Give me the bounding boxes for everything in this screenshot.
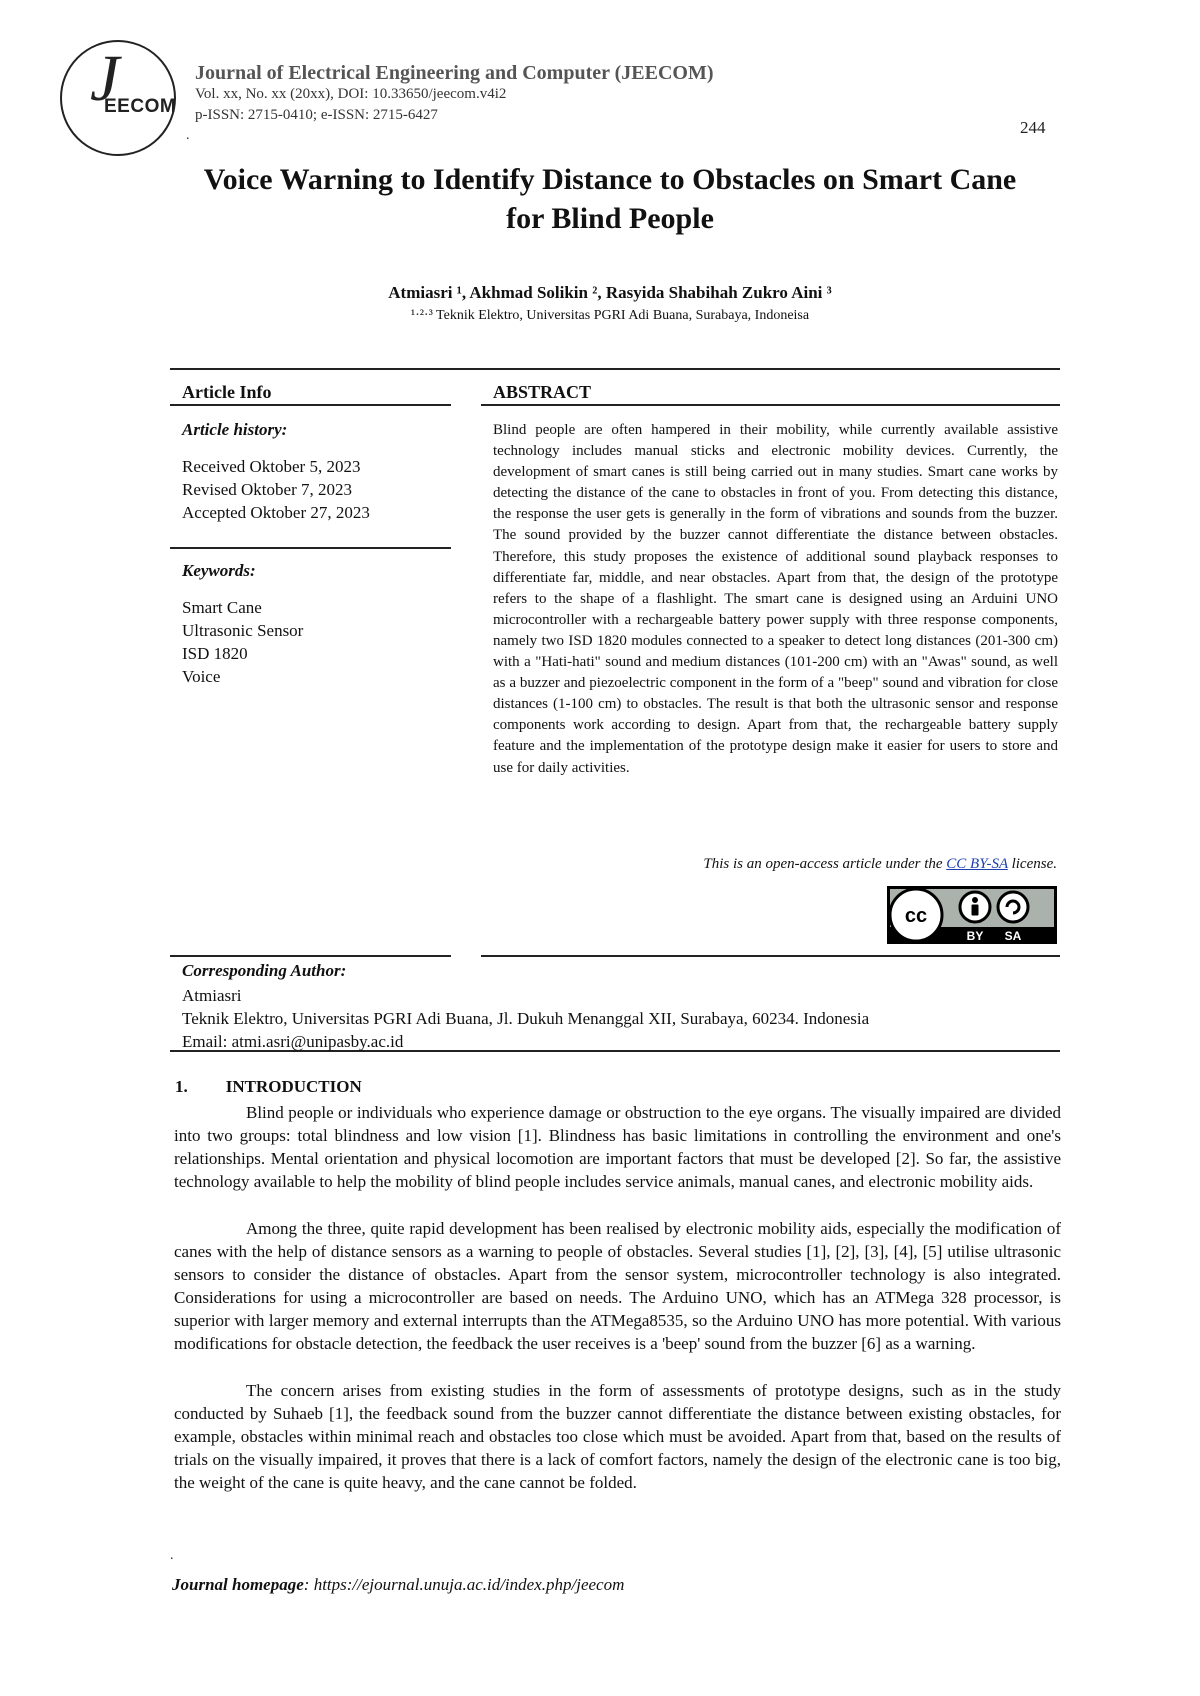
abstract-text: Blind people are often hampered in their mobility, while currently available assistive technology includes manual sticks and electronic mobility devices. Currently, the development of smart canes is still being carried out in many studies. Smart cane works by detecting the distance of the cane to obstacles in front of you. From detecting this distance, the response the user gets is generally in the form of vibrations and sounds from the buzzer. The sound provided by the buzzer cannot differentiate the distance between obstacles. Therefore, this study proposes the existence of additional sound playback responses to differentiate far, middle, and near obstacles. Apart from that, the design of the prototype refers to the shape of a flashlight. The smart cane is designed using an Arduini UNO microcontroller with a rechargeable battery power supply with three response components, namely two ISD 1820 modules connected to a speaker to detect long distances (201-300 cm) with a "Hati-hati" sound and medium distances (101-200 cm) with an "Awas" sound, as well as a buzzer and piezoelectric component in the form of a "beep" sound and vibration for close distances (1-100 cm) to obstacles. The result is that both the ultrasonic sensor and response components work according to design. Apart from that, the rechargeable battery supply feature and the implementation of the prototype design make it easier for users to store and use for daily activities. bbox=[493, 422, 1058, 776]
abstract-heading: ABSTRACT bbox=[493, 382, 592, 402]
authors: Atmiasri ¹, Akhmad Solikin ², Rasyida Shabihah Zukro Aini ³ bbox=[388, 283, 832, 302]
corresponding-address: Teknik Elektro, Universitas PGRI Adi Buana, Jl. Dukuh Menanggal XII, Surabaya, 60234. Indonesia bbox=[182, 1009, 870, 1028]
keywords-heading: Keywords: bbox=[182, 561, 256, 580]
stray-mark: . bbox=[186, 128, 190, 143]
stray-mark-footer: . bbox=[170, 1548, 174, 1563]
badge-sa-label: SA bbox=[1004, 929, 1022, 943]
license-suffix: license. bbox=[1007, 856, 1057, 872]
keyword-item: ISD 1820 bbox=[182, 644, 248, 663]
section-heading-introduction bbox=[175, 1077, 362, 1097]
journal-issn: p-ISSN: 2715-0410; e-ISSN: 2715-6427 bbox=[195, 107, 438, 123]
intro-paragraph-1: Blind people or individuals who experience damage or obstruction to the eye organs. The visually impaired are divided into two groups: total blindness and low vision [1]. Blindness has basic limitations in controlling the environment and one's relationships. Mental orientation and physical locomotion are important factors that must be developed [2]. So far, the assistive technology available to help the mobility of blind people includes service animals, manual canes, and electronic mobility aids. bbox=[174, 1103, 1061, 1191]
journal-homepage bbox=[172, 1575, 624, 1595]
section-number: 1. bbox=[175, 1077, 188, 1096]
keywords-list bbox=[182, 596, 303, 688]
intro-paragraph-2: Among the three, quite rapid development has been realised by electronic mobility aids, especially the modification of canes with the help of distance sensors as a warning to people of obstacles. Several studies [1], [2], [3], [4], [5] utilise ultrasonic sensors to consider the distance of obstacles. Apart from the sensor system, microcontroller technology is also integrated. Considerations for using a microcontroller are based on needs. The Arduino UNO, which has an ATMega 328 processor, is superior with larger memory and external interrupts than the ATMega8535, so the Arduino UNO has more potential. With various modifications for obstacle detection, the feedback the user receives is a 'beep' sound from the buzzer [6] as a warning. bbox=[174, 1219, 1061, 1353]
logo-j-mark: J bbox=[90, 42, 120, 115]
top-rule bbox=[170, 368, 1060, 370]
paper-title-line-2: for Blind People bbox=[506, 202, 714, 235]
article-history-heading: Article history: bbox=[182, 420, 288, 439]
keyword-item: Voice bbox=[182, 667, 221, 686]
by-person-head bbox=[972, 897, 978, 903]
cc-by-sa-badge[interactable] bbox=[887, 886, 1057, 944]
section-title: INTRODUCTION bbox=[225, 1077, 362, 1096]
journal-name: Journal of Electrical Engineering and Computer (JEECOM) bbox=[195, 62, 714, 84]
article-info-heading: Article Info bbox=[182, 382, 272, 402]
revised-date: Revised Oktober 7, 2023 bbox=[182, 480, 352, 499]
article-info-rule bbox=[170, 404, 451, 406]
accepted-date: Accepted Oktober 27, 2023 bbox=[182, 503, 370, 522]
homepage-url[interactable]: : https://ejournal.unuja.ac.id/index.php/jeecom bbox=[303, 1575, 625, 1594]
received-date: Received Oktober 5, 2023 bbox=[182, 457, 361, 476]
corresponding-rule-right bbox=[481, 955, 1060, 957]
corresponding-rule-left bbox=[170, 955, 451, 957]
logo-text: EECOM bbox=[104, 96, 177, 117]
cc-icon-label: cc bbox=[904, 905, 928, 927]
by-person-body bbox=[972, 905, 979, 916]
homepage-label: Journal homepage bbox=[172, 1575, 304, 1594]
keyword-item: Ultrasonic Sensor bbox=[182, 621, 304, 640]
journal-logo bbox=[60, 40, 176, 156]
page-number: 244 bbox=[1020, 118, 1046, 137]
journal-volume: Vol. xx, No. xx (20xx), DOI: 10.33650/jeecom.v4i2 bbox=[195, 86, 507, 102]
affiliation: ¹·²·³ Teknik Elektro, Universitas PGRI Adi Buana, Surabaya, Indoneisa bbox=[410, 308, 810, 323]
keyword-item: Smart Cane bbox=[182, 598, 262, 617]
abstract-rule bbox=[481, 404, 1060, 406]
article-history bbox=[182, 455, 370, 524]
sa-share-icon bbox=[998, 892, 1028, 922]
corresponding-heading: Corresponding Author: bbox=[182, 961, 347, 980]
license-link[interactable]: CC BY-SA bbox=[946, 856, 1008, 872]
corresponding-name: Atmiasri bbox=[182, 986, 242, 1005]
paper-title-line-1: Voice Warning to Identify Distance to Obstacles on Smart Cane bbox=[203, 163, 1017, 196]
corresponding-email[interactable]: Email: atmi.asri@unipasby.ac.id bbox=[182, 1032, 404, 1051]
badge-by-label: BY bbox=[966, 929, 984, 943]
keywords-rule bbox=[170, 547, 451, 549]
license-prefix: This is an open-access article under the bbox=[703, 856, 947, 872]
paper-title bbox=[150, 160, 1070, 238]
corresponding-details bbox=[182, 984, 869, 1053]
intro-paragraph-3: The concern arises from existing studies in the form of assessments of prototype designs, such as in the study conducted by Suhaeb [1], the feedback sound from the buzzer cannot differentiate the distance between existing obstacles, for example, obstacles within minimal reach and obstacles too close which must be avoided. Apart from that, based on the results of trials on the visually impaired, it proves that there is a lack of comfort factors, namely the design of the electronic cane is too big, the weight of the cane is quite heavy, and the cane cannot be folded. bbox=[174, 1381, 1061, 1492]
license-statement bbox=[493, 856, 1057, 873]
